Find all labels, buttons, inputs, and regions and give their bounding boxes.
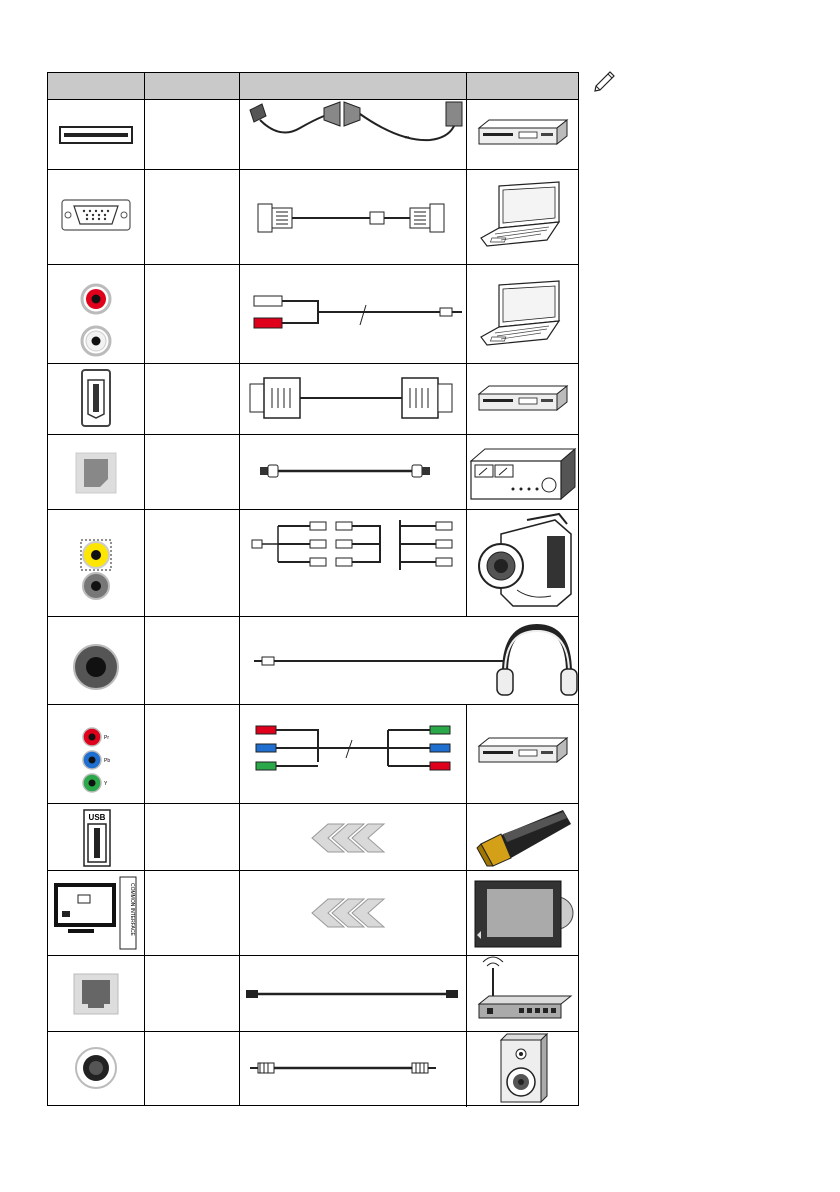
scart-port-icon: [48, 100, 144, 169]
dvd-player-icon: [467, 364, 580, 434]
vga-cable-icon: [240, 170, 466, 264]
side-av-port-icon: [48, 510, 144, 616]
ypbpr-port-icon: [48, 704, 144, 803]
subwoofer-icon: [467, 1032, 580, 1105]
headphones-icon: [467, 617, 580, 704]
pr-label: Pr: [104, 735, 109, 741]
subwoofer-port-icon: [48, 1032, 144, 1105]
pencil-note-icon: [590, 64, 620, 94]
av-cable-icon: [240, 510, 466, 616]
laptop-icon: [467, 265, 580, 363]
usb-port-icon: [48, 804, 144, 870]
hdmi-cable-icon: [240, 364, 466, 434]
amplifier-icon: [467, 435, 580, 509]
dvd-player-icon: [467, 100, 580, 169]
ci-slot-label: COMMON INTERFACE: [129, 883, 135, 936]
table-header: [48, 73, 578, 100]
usb-label: USB: [88, 813, 106, 822]
usb-stick-icon: [467, 804, 580, 870]
insert-arrows-icon: [240, 871, 466, 955]
connection-table: [47, 72, 579, 1106]
y-label: Y: [104, 781, 108, 787]
spdif-port-icon: [48, 435, 144, 509]
lan-cable-icon: [240, 956, 466, 1031]
insert-arrows-icon: [240, 804, 466, 870]
rca-cable-icon: [240, 1032, 466, 1105]
scart-cable-icon: [240, 100, 466, 169]
pc-audio-port-icon: [48, 265, 144, 363]
ci-slot-icon: [48, 871, 144, 955]
hdmi-port-icon: [48, 364, 144, 434]
ypbpr-cable-icon: [240, 704, 466, 803]
svg-text:≈: ≈: [405, 133, 410, 142]
ethernet-port-icon: [48, 956, 144, 1031]
optical-cable-icon: [240, 435, 466, 509]
cam-module-icon: [467, 871, 580, 955]
router-icon: [467, 956, 580, 1031]
headphone-port-icon: [48, 617, 144, 704]
pb-label: Pb: [104, 758, 111, 764]
column-divider: [144, 73, 145, 1105]
pc-audio-cable-icon: [240, 265, 466, 363]
laptop-icon: [467, 170, 580, 264]
dvd-player-icon: [467, 704, 580, 803]
camcorder-icon: [467, 510, 580, 616]
vga-port-icon: [48, 170, 144, 264]
